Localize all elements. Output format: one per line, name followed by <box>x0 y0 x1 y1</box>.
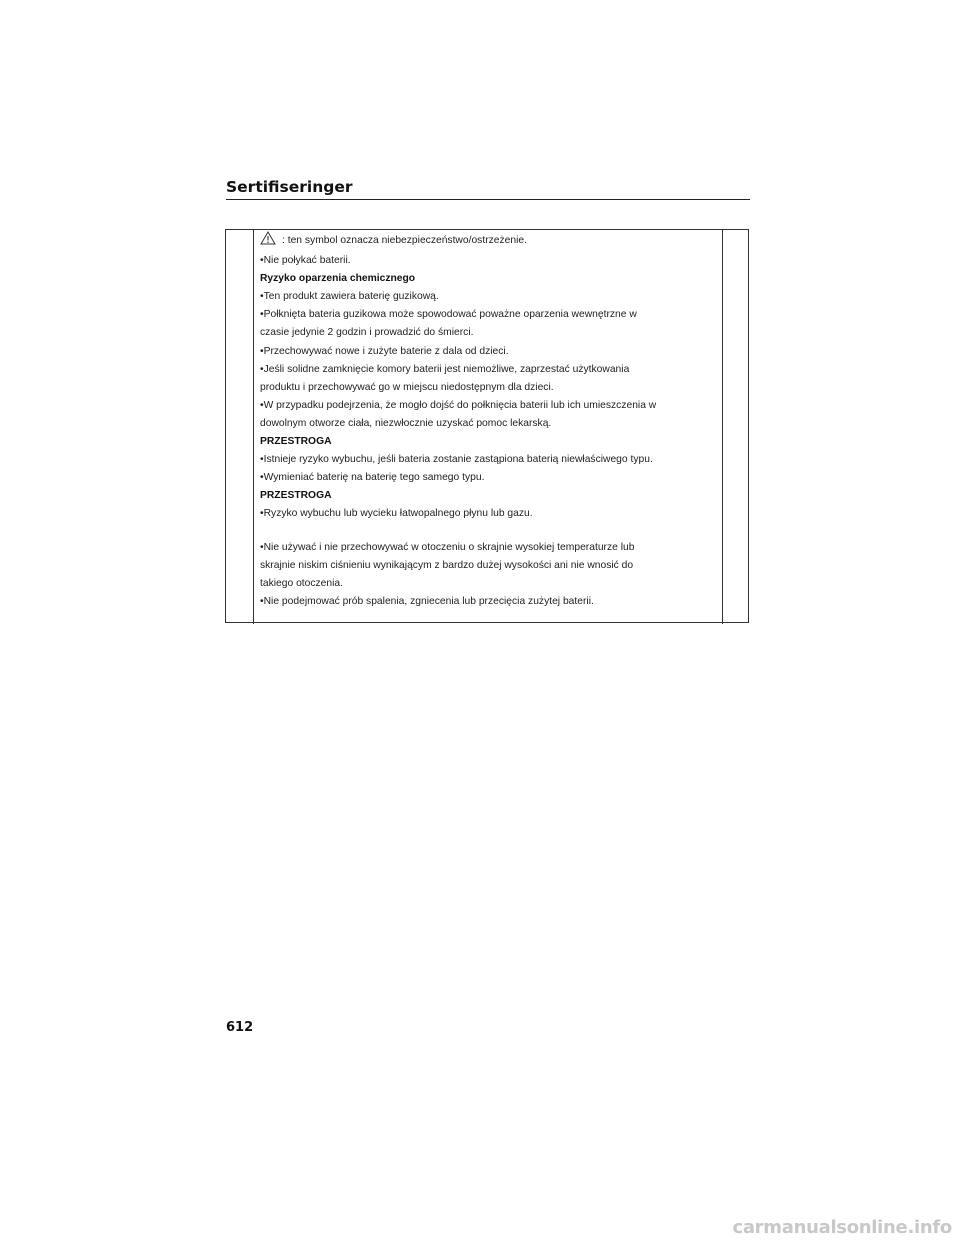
warning-text-block <box>260 231 718 611</box>
text-line: •Nie połykać baterii. <box>260 255 351 267</box>
heading-caution-2: PRZESTROGA <box>260 490 332 502</box>
text-line: takiego otoczenia. <box>260 577 344 589</box>
frame-inner-right-rule <box>722 229 723 624</box>
header-divider <box>226 199 750 200</box>
text-line: •Wymieniać baterię na baterię tego samego typu. <box>260 472 485 484</box>
symbol-legend-line <box>260 231 718 252</box>
text-line: •Nie używać i nie przechowywać w otoczeniu o skrajnie wysokiej temperaturze lub <box>260 541 635 553</box>
symbol-legend-text: : ten symbol oznacza niebezpieczeństwo/ostrzeżenie. <box>282 235 527 246</box>
text-line: •Ryzyko wybuchu lub wycieku łatwopalnego płynu lub gazu. <box>260 508 533 520</box>
text-line: dowolnym otworze ciała, niezwłocznie uzyskać pomoc lekarską. <box>260 417 552 429</box>
text-line: skrajnie niskim ciśnieniu wynikającym z bardzo dużej wysokości ani nie wnosić do <box>260 559 634 571</box>
section-title: Sertifiseringer <box>226 178 353 196</box>
text-line: •Jeśli solidne zamknięcie komory baterii jest niemożliwe, zaprzestać użytkowania <box>260 363 630 375</box>
text-line: czasie jedynie 2 godzin i prowadzić do śmierci. <box>260 327 474 339</box>
heading-caution-1: PRZESTROGA <box>260 436 332 448</box>
text-line: •Istnieje ryzyko wybuchu, jeśli bateria zostanie zastąpiona baterią niewłaściwego typu. <box>260 454 653 466</box>
text-line: •Przechowywać nowe i zużyte baterie z dala od dzieci. <box>260 345 509 357</box>
frame-inner-left-rule <box>253 229 254 624</box>
text-line: produktu i przechowywać go w miejscu niedostępnym dla dzieci. <box>260 381 554 393</box>
watermark-logo: carmanualsonline.info <box>732 1217 952 1238</box>
text-line: •Ten produkt zawiera baterię guzikową. <box>260 291 439 303</box>
paragraph-gap <box>260 524 718 539</box>
text-line: •Połknięta bateria guzikowa może spowodować poważne oparzenia wewnętrzne w <box>260 309 637 321</box>
text-line: •Nie podejmować prób spalenia, zgniecenia lub przecięcia zużytej baterii. <box>260 595 594 607</box>
warning-triangle-icon <box>260 231 276 252</box>
page-number: 612 <box>226 1020 254 1035</box>
text-line: •W przypadku podejrzenia, że mogło dojść do połknięcia baterii lub ich umieszczenia w <box>260 399 657 411</box>
heading-chemical-burn: Ryzyko oparzenia chemicznego <box>260 273 416 285</box>
